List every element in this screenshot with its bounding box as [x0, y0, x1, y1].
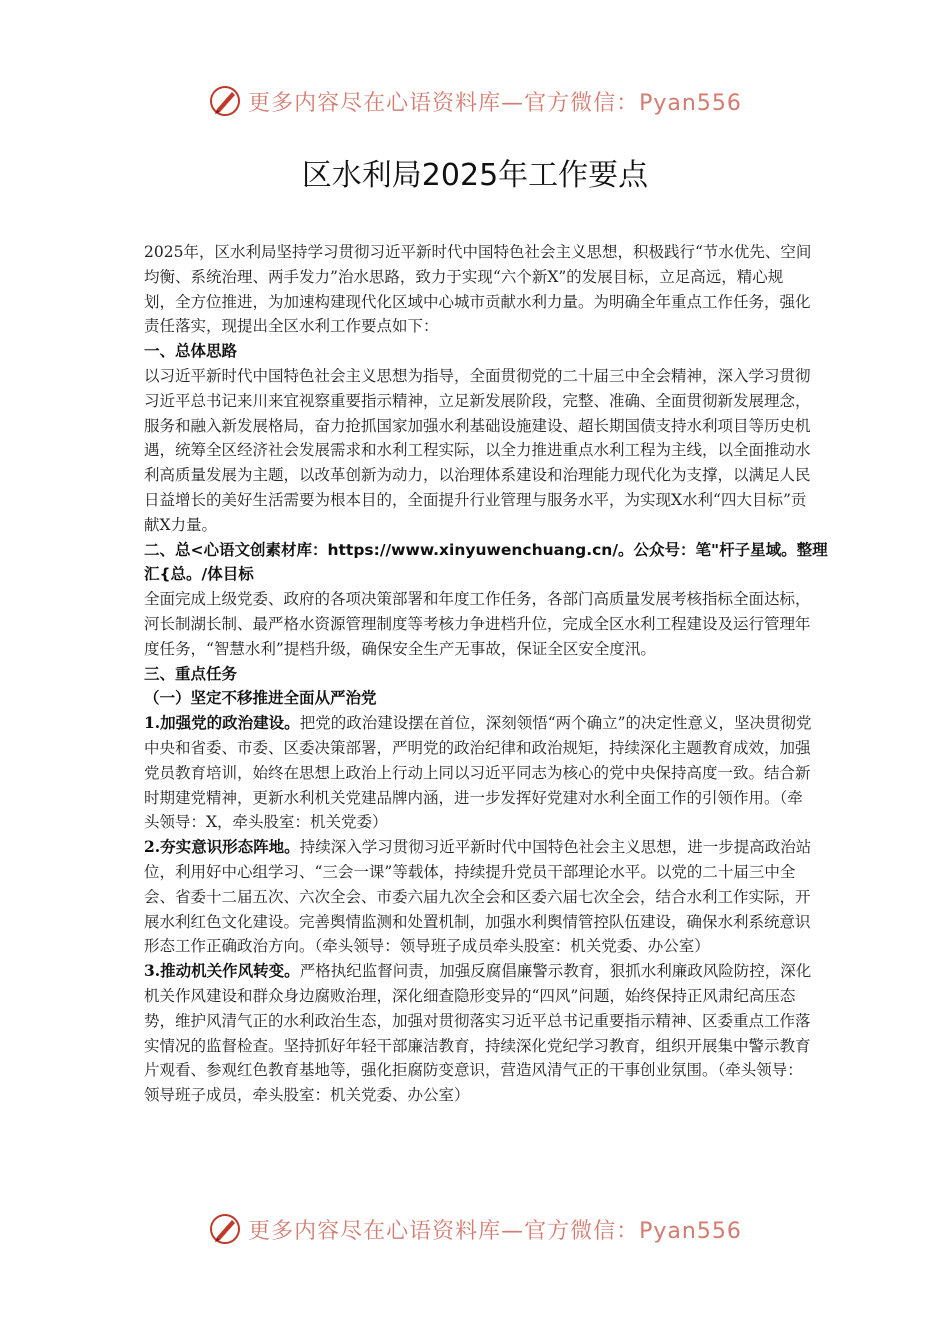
task-item: [144, 835, 812, 959]
section-1-heading: 一、总体思路: [144, 342, 238, 361]
document-title: 区水利局2025年工作要点: [301, 158, 649, 193]
task-item-lead: 2.夯实意识形态阵地。: [144, 837, 300, 857]
footer-watermark-banner: [0, 1212, 950, 1246]
pen-logo-icon: [208, 1212, 242, 1246]
task-item: [144, 711, 812, 835]
header-watermark-text: 更多内容尽在心语资料库—官方微信：Pyan556: [248, 90, 742, 116]
task-item-lead: 1.加强党的政治建设。: [144, 713, 300, 733]
section-3-heading: 三、重点任务: [144, 664, 238, 683]
section-2-heading: 二、总<心语文创素材库：https://www.xinyuwenchuang.cn/。公众号：笔"杆子星域。整理汇{总。/体目标: [144, 540, 828, 584]
section-2-body: 全面完成上级党委、政府的各项决策部署和年度工作任务，各部门高质量发展考核指标全面达标，河长制湖长制、最严格水资源管理制度等考核力争进档升位，完成全区水利工程建设及运行管理年度任务，“智慧水利”提档升级，确保安全生产无事故，保证全区安全度汛。: [144, 590, 811, 658]
header-watermark-banner: [0, 84, 950, 118]
task-item-text: 把党的政治建设摆在首位，深刻领悟“两个确立”的决定性意义，坚决贯彻党中央和省委、市委、区委决策部署，严明党的政治纪律和政治规矩，持续深化主题教育成效，加强党员教育培训，始终在思想上政治上行动上同以习近平同志为核心的党中央保持高度一致。结合新时期建党精神，更新水利机关党建品牌内涵，进一步发挥好党建对水利全面工作的引领作用。（牵头领导：X，牵头股室：机关党委）: [144, 714, 812, 832]
footer-watermark-text: 更多内容尽在心语资料库—官方微信：Pyan556: [248, 1218, 742, 1244]
section-3-subheading: （一）坚定不移推进全面从严治党: [144, 689, 377, 708]
task-item-text: 持续深入学习贯彻习近平新时代中国特色社会主义思想，进一步提高政治站位，利用好中心组学习、“三会一课”等载体，持续提升党员干部理论水平。以党的二十届三中全会、省委十二届五次、六次全会、市委六届九次全会和区委六届七次全会，结合水利工作实际，开展水利红色文化建设。完善舆情监测和处置机制，加强水利舆情管控队伍建设，确保水利系统意识形态工作正确政治方向。（牵头领导：领导班子成员牵头股室：机关党委、办公室）: [144, 838, 812, 956]
task-item: [144, 959, 812, 1108]
section-1-body: 以习近平新时代中国特色社会主义思想为指导，全面贯彻党的二十届三中全会精神，深入学习贯彻习近平总书记来川来宜视察重要指示精神，立足新发展阶段，完整、准确、全面贯彻新发展理念，服务和融入新发展格局，奋力抢抓国家加强水利基础设施建设、超长期国债支持水利项目等历史机遇，统筹全区经济社会发展需求和水利工程实际，以全力推进重点水利工程为主线，以全面推动水利高质量发展为主题，以改革创新为动力，以治理体系建设和治理能力现代化为支撑，以满足人民日益增长的美好生活需要为根本目的，全面提升行业管理与服务水平，为实现X水利“四大目标”贡献X力量。: [144, 366, 811, 534]
task-item-text: 严格执纪监督问责，加强反腐倡廉警示教育，狠抓水利廉政风险防控，深化机关作风建设和群众身边腐败治理，深化细查隐形变异的“四风”问题，始终保持正风肃纪高压态势，维护风清气正的水利政治生态，加强对贯彻落实习近平总书记重要指示精神、区委重点工作落实情况的监督检查。坚持抓好年轻干部廉洁教育，持续深化党纪学习教育，组织开展集中警示教育片观看、参观红色教育基地等，强化拒腐防变意识，营造风清气正的干事创业氛围。（牵头领导：领导班子成员，牵头股室：机关党委、办公室）: [144, 962, 812, 1105]
intro-paragraph: 2025年，区水利局坚持学习贯彻习近平新时代中国特色社会主义思想，积极践行“节水优先、空间均衡、系统治理、两手发力”治水思路，致力于实现“六个新X”的发展目标，立足高远，精心规划，全方位推进，为加速构建现代化区域中心城市贡献水利力量。为明确全年重点工作任务，强化责任落实，现提出全区水利工作要点如下：: [144, 243, 812, 336]
task-item-lead: 3.推动机关作风转变。: [144, 961, 300, 981]
document-body: [144, 240, 828, 1108]
pen-logo-icon: [208, 84, 242, 118]
